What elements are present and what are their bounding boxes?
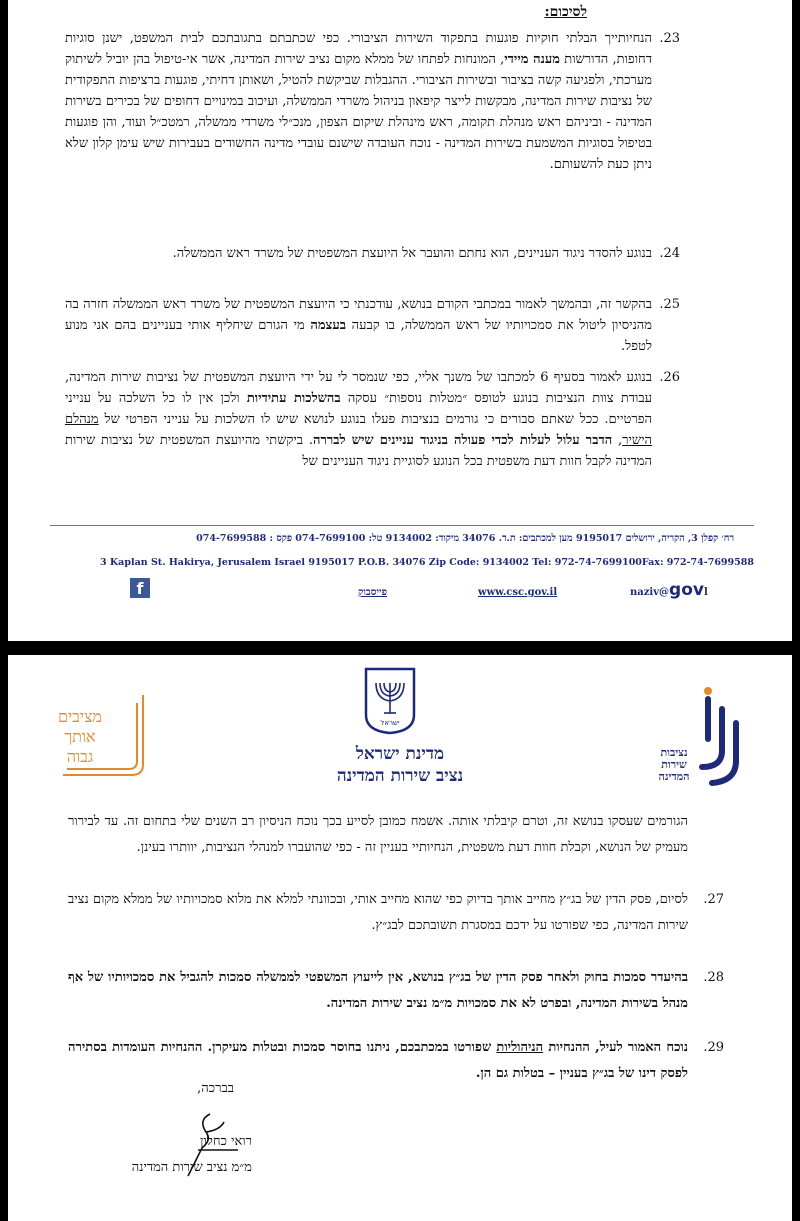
footer-divider (50, 525, 754, 526)
facebook-icon[interactable]: f (130, 578, 150, 598)
paragraph-text: נוכח האמור לעיל, ההנחיות הניהוליות שפורטו במכתבכם, ניתנו בחוסר סמכות ובטלות מעיקרן. ההנחיות העומדות בסתירה לפסק דינו של בג״ץ בעניין – בטלות גם הן. (68, 1040, 688, 1081)
paragraph-number: 29. (703, 1040, 724, 1055)
paragraph-number: 23. (659, 31, 680, 46)
letter-page-2 (8, 655, 792, 1221)
paragraph-23 (65, 28, 680, 175)
paragraph-text: בנוגע לאמור בסעיף 6 למכתבו של משנך אליי, כפי שנמסר לי על ידי היועצת המשפטית של נציבות שירות המדינה, עבודת צוות הנציבות בנוגע לטופס ״מטלות נוספות״ עסקה בהשלכות עתידיות ולכן אין לו כל השלכה על ענייני הפרטיים. ככל שאתם סבורים כי גורמים בנציבות פעלו בנוגע לנושא שיש לו השלכות על ענייני הפרטי של מנהלם הישיר, הדבר עלול לעלות לכדי פעולה בניגוד עניינים שיש לבררה. ביקשתי מהיועצת המשפטית של נציבות שירות המדינה לקבל חוות דעת משפטית בכל הנוגע לסוגיית ניגוד העניינים של (65, 370, 653, 469)
paragraph-26 (65, 367, 680, 472)
paragraph-number: 24. (659, 246, 680, 261)
paragraph-29 (68, 1035, 724, 1087)
facebook-link[interactable]: פייסבוק (358, 587, 388, 598)
state-name: מדינת ישראל (355, 744, 445, 764)
paragraph-number: 28. (703, 970, 724, 985)
paragraph-28 (68, 965, 724, 1017)
email-prefix: naziv@ (630, 587, 670, 598)
signer-title: מ״מ נציב שירות המדינה (131, 1160, 252, 1175)
emblem-label: ישראל (380, 719, 400, 727)
email-suffix: l (703, 587, 708, 598)
paragraph-text: הנחיותייך הבלתי חוקיות פוגעות בתפקוד השירות הציבורי. כפי שכתבתם בתגובתכם לבית המשפט, ישנן סוגיות דחופות, הדורשות מענה מיידי, המונחות לפתחו של ממלא מקום נציב שירות המדינה, אשר אי-טיפול בהן יוביל לשיתוק מערכתי, ולפגיעה קשה בציבור ובשירות הציבורי. ההגבלות שביקשת להטיל, ושאותן דחיתי, פוגעות ברציפות התפקודית של נציבות שירות המדינה, מבקשות לייצר קיפאון בניהול משרדי הממשלה, ועיכוב במינויים דחופים של בכירים בשירות המדינה - וביניהם ראש מנהלת תקומה, ראש מינהלת שיקום הצפון, מנכ״לי משרדי ממשלה, רמטכ״ל ועוד, והן פוגעות בטיפול בסוגיות המשמעת בשירות המדינה - נוכח העובדה שישנם עובדי מדינה החשודים בעבירות שיש עימן קלון שלא ניתן כעת להשעותם. (65, 31, 652, 172)
civil-service-logo-text: נציבות שירות המדינה (658, 746, 690, 783)
paragraph-26-continuation (68, 809, 688, 861)
paragraph-24 (65, 243, 680, 264)
paragraph-text: הגורמים שעסקו בנושא זה, וטרם קיבלתי אותה. אשמח כמובן לסייע בכך נוכח הניסיון רב השנים שלי בתחום זה. עד לבירור מעמיק של הנושא, וקבלת חוות דעת משפטית, הנחיותיי בעניין זה - כפי שהועברו למנהלי הנציבות, יוותרו בעינן. (68, 814, 688, 855)
email-link[interactable] (630, 580, 708, 600)
paragraph-text: בהיעדר סמכות בחוק ולאחר פסק הדין של בג״ץ בנושא, אין לייעוץ המשפטי לממשלה סמכות להגביל את סמכויותיו של אף מנהל בשירות המדינה, ובפרט לא את סמכויות מ״מ נציב שירות המדינה. (68, 970, 688, 1011)
paragraph-text: לסיום, פסק הדין של בג״ץ מחייב אותך בדיוק כפי שהוא מחייב אותי, ובכוונתי למלא את מלוא סמכויותיו של ממלא מקום נציב שירות המדינה, כפי שפורטו על ידכם במסגרת תשובתכם לבג״ץ. (68, 892, 688, 933)
paragraph-text: בהקשר זה, ובהמשך לאמור במכתבי הקודם בנושא, עודכנתי כי היועצת המשפטית של משרד ראש הממשלה חזרה בה מהניסיון ליטול את סמכויותיו של ראש הממשלה, בו קבעה בעצמה מי הגורם שיחליף אותי בעניינים בהם אני מנוע לטפל. (65, 297, 652, 354)
footer-address-english: 3 Kaplan St. Hakirya, Jerusalem Israel 9195017 P.O.B. 34076 Zip Code: 9134002 Tel: 972-74-7699100Fax: 972-74-7699588 (100, 557, 754, 568)
slogan-logo-text: מציבים אותך גבוה (58, 707, 102, 766)
paragraph-25 (65, 294, 680, 357)
summary-heading: לסיכום: (544, 4, 587, 20)
gov-logo-icon: gov (669, 580, 704, 600)
footer-address-hebrew: רח׳ קפלן 3, הקריה, ירושלים 9195017 מען למכתבים: ת.ד. 34076 מיקוד: 9134002 טל: 074-7699100 פקס : 074-7699588 (196, 533, 734, 544)
paragraph-number: 27. (703, 892, 724, 907)
state-emblem-icon (360, 665, 420, 735)
paragraph-number: 25. (659, 297, 680, 312)
paragraph-27 (68, 887, 724, 939)
office-name: נציב שירות המדינה (336, 766, 464, 786)
closing-greeting: בברכה, (197, 1081, 234, 1096)
letter-page-1 (8, 0, 792, 641)
paragraph-text: בנוגע להסדר ניגוד העניינים, הוא נחתם והועבר אל היועצת המשפטית של משרד ראש הממשלה. (172, 246, 652, 261)
website-link[interactable]: www.csc.gov.il (478, 587, 558, 598)
paragraph-number: 26. (659, 370, 680, 385)
signer-name: רואי כחלון (200, 1134, 252, 1149)
